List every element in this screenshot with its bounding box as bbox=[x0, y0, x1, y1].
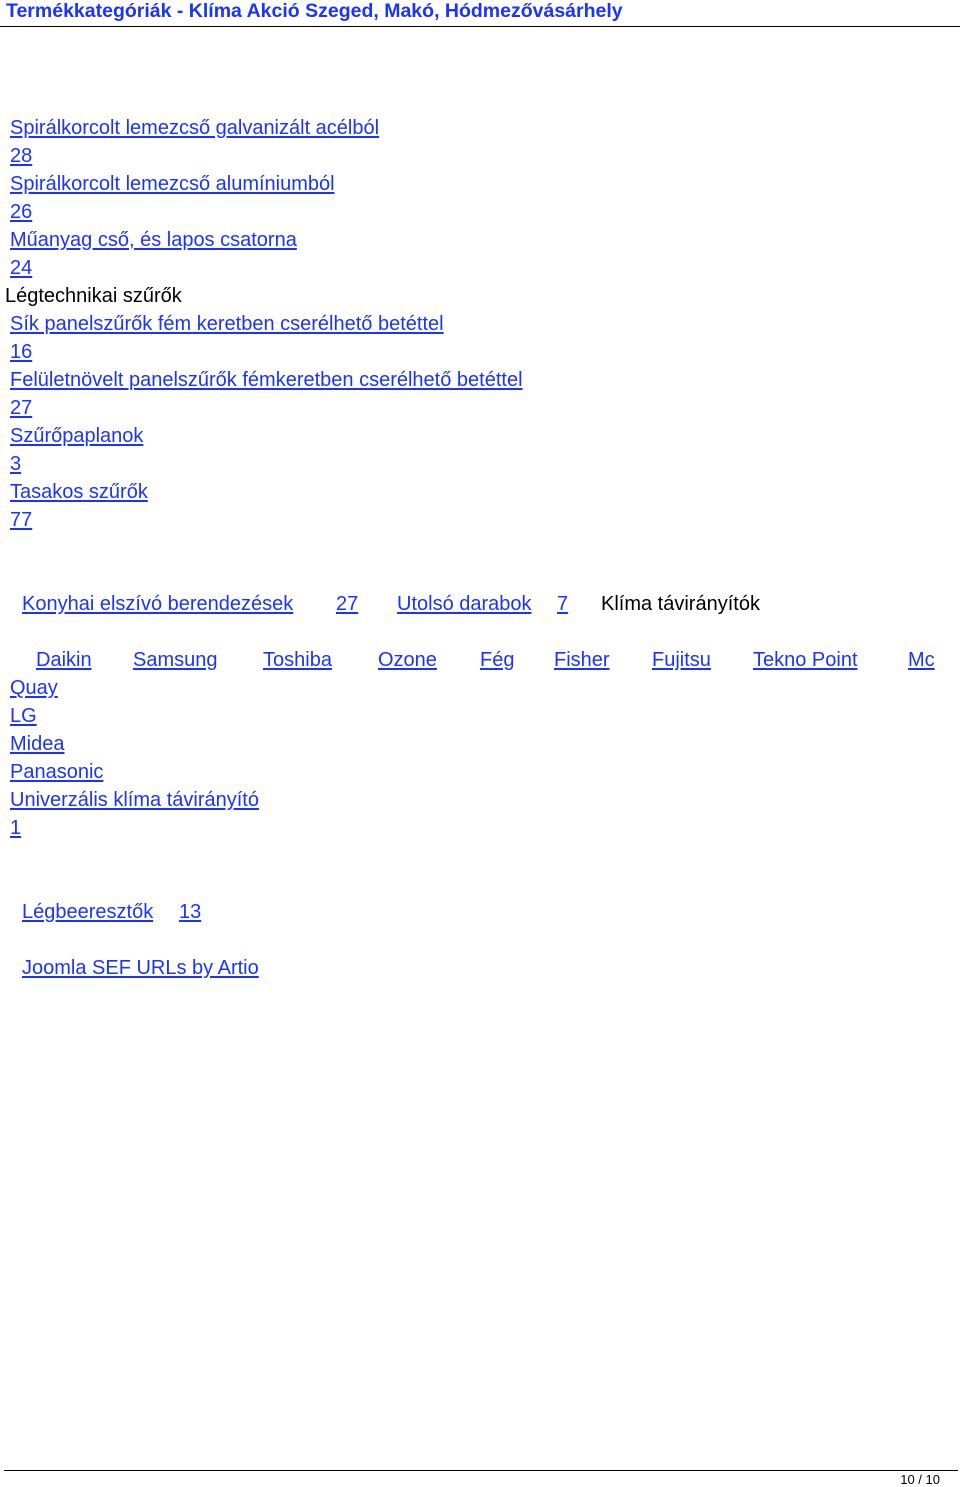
footer-divider bbox=[4, 1470, 958, 1471]
category-link-air-inlets[interactable]: Légbeeresztők bbox=[22, 901, 154, 923]
category-link-last-items[interactable]: Utolsó darabok bbox=[397, 593, 532, 615]
brand-link-fujitsu[interactable]: Fujitsu bbox=[652, 649, 711, 671]
category-link-galvanized-pipe[interactable]: Spirálkorcolt lemezcső galvanizált acélból bbox=[10, 117, 380, 139]
brand-link-panasonic[interactable]: Panasonic bbox=[10, 761, 104, 783]
filter-link-flat-panel[interactable]: Sík panelszűrők fém keretben cserélhető betéttel bbox=[10, 313, 444, 335]
brand-link-samsung[interactable]: Samsung bbox=[133, 649, 218, 671]
brand-link-tekno-point[interactable]: Tekno Point bbox=[753, 649, 858, 671]
brand-link-mc-quay-part2[interactable]: Quay bbox=[10, 677, 58, 699]
filter-link-bag-filters[interactable]: Tasakos szűrők bbox=[10, 481, 148, 503]
filter-count-filter-mats[interactable]: 3 bbox=[10, 453, 22, 475]
filters-heading: Légtechnikai szűrők bbox=[5, 285, 182, 307]
filter-count-flat-panel[interactable]: 16 bbox=[10, 341, 33, 363]
header-title: Termékkategóriák - Klíma Akció Szeged, Makó, Hódmezővásárhely bbox=[6, 0, 623, 22]
category-count-air-inlets[interactable]: 13 bbox=[179, 901, 202, 923]
brand-link-toshiba[interactable]: Toshiba bbox=[263, 649, 332, 671]
brand-link-daikin[interactable]: Daikin bbox=[36, 649, 92, 671]
brand-link-midea[interactable]: Midea bbox=[10, 733, 65, 755]
page-header bbox=[0, 0, 960, 27]
brand-link-fisher[interactable]: Fisher bbox=[554, 649, 610, 671]
category-count-universal-remote[interactable]: 1 bbox=[10, 817, 22, 839]
category-link-universal-remote[interactable]: Univerzális klíma távirányító bbox=[10, 789, 259, 811]
filter-link-filter-mats[interactable]: Szűrőpaplanok bbox=[10, 425, 144, 447]
brand-link-ozone[interactable]: Ozone bbox=[378, 649, 437, 671]
category-count-galvanized-pipe[interactable]: 28 bbox=[10, 145, 33, 167]
filter-count-bag-filters[interactable]: 77 bbox=[10, 509, 33, 531]
category-count-last-items[interactable]: 7 bbox=[557, 593, 569, 615]
brand-link-feg[interactable]: Fég bbox=[480, 649, 515, 671]
remotes-heading: Klíma távirányítók bbox=[601, 593, 760, 615]
filter-link-extended-panel[interactable]: Felületnövelt panelszűrők fémkeretben cserélhető betéttel bbox=[10, 369, 523, 391]
filter-count-extended-panel[interactable]: 27 bbox=[10, 397, 33, 419]
category-count-kitchen-hoods[interactable]: 27 bbox=[336, 593, 359, 615]
brand-link-mc-quay-part1[interactable]: Mc bbox=[908, 649, 935, 671]
category-link-aluminium-pipe[interactable]: Spirálkorcolt lemezcső alumíniumból bbox=[10, 173, 335, 195]
page-number: 10 / 10 bbox=[900, 1472, 940, 1487]
brand-link-lg[interactable]: LG bbox=[10, 705, 37, 727]
category-link-kitchen-hoods[interactable]: Konyhai elszívó berendezések bbox=[22, 593, 294, 615]
category-link-plastic-pipe[interactable]: Műanyag cső, és lapos csatorna bbox=[10, 229, 297, 251]
category-count-plastic-pipe[interactable]: 24 bbox=[10, 257, 33, 279]
credit-link[interactable]: Joomla SEF URLs by Artio bbox=[22, 957, 259, 979]
category-count-aluminium-pipe[interactable]: 26 bbox=[10, 201, 33, 223]
